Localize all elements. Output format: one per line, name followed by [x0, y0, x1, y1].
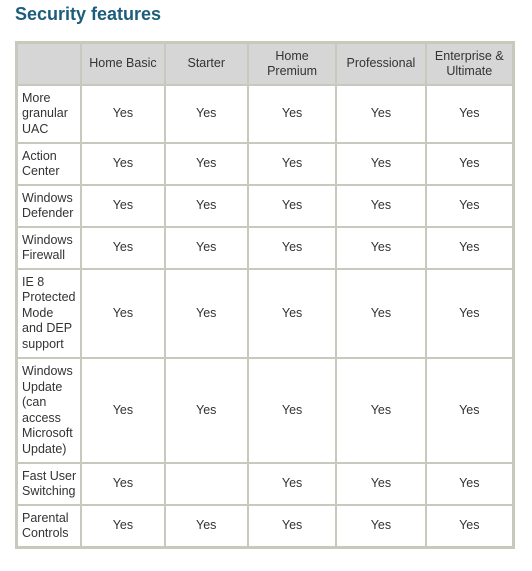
value-cell: Yes — [82, 144, 163, 184]
value-cell: Yes — [427, 186, 512, 226]
table-row — [18, 506, 512, 546]
table-header-row — [18, 44, 512, 84]
value-cell — [166, 464, 247, 504]
value-cell: Yes — [249, 144, 335, 184]
column-header: Starter — [166, 44, 247, 84]
value-cell: Yes — [249, 506, 335, 546]
value-cell: Yes — [249, 464, 335, 504]
value-cell: Yes — [337, 144, 424, 184]
value-cell: Yes — [427, 228, 512, 268]
feature-name-cell: Action Center — [18, 144, 80, 184]
value-cell: Yes — [82, 228, 163, 268]
table-row — [18, 359, 512, 462]
value-cell: Yes — [82, 359, 163, 462]
feature-name-cell: Windows Update (can access Microsoft Update) — [18, 359, 80, 462]
value-cell: Yes — [82, 464, 163, 504]
value-cell: Yes — [337, 506, 424, 546]
page-title: Security features — [15, 4, 162, 24]
feature-name-cell: Fast User Switching — [18, 464, 80, 504]
column-header: Professional — [337, 44, 424, 84]
feature-name-cell: Windows Defender — [18, 186, 80, 226]
value-cell: Yes — [337, 270, 424, 357]
value-cell: Yes — [82, 186, 163, 226]
value-cell: Yes — [337, 86, 424, 142]
value-cell: Yes — [82, 270, 163, 357]
value-cell: Yes — [337, 464, 424, 504]
value-cell: Yes — [166, 86, 247, 142]
features-table-frame — [15, 41, 515, 549]
security-features-table — [16, 42, 514, 548]
table-row — [18, 464, 512, 504]
table-row — [18, 270, 512, 357]
value-cell: Yes — [166, 228, 247, 268]
table-row — [18, 228, 512, 268]
value-cell: Yes — [82, 506, 163, 546]
value-cell: Yes — [427, 359, 512, 462]
value-cell: Yes — [249, 186, 335, 226]
value-cell: Yes — [249, 270, 335, 357]
feature-name-cell: Windows Firewall — [18, 228, 80, 268]
value-cell: Yes — [166, 144, 247, 184]
value-cell: Yes — [337, 228, 424, 268]
value-cell: Yes — [337, 359, 424, 462]
value-cell: Yes — [82, 86, 163, 142]
value-cell: Yes — [427, 270, 512, 357]
value-cell: Yes — [166, 186, 247, 226]
table-row — [18, 144, 512, 184]
value-cell: Yes — [166, 270, 247, 357]
value-cell: Yes — [427, 506, 512, 546]
value-cell: Yes — [166, 359, 247, 462]
value-cell: Yes — [249, 359, 335, 462]
table-row — [18, 186, 512, 226]
feature-name-cell: IE 8 Protected Mode and DEP support — [18, 270, 80, 357]
value-cell: Yes — [427, 144, 512, 184]
column-header: Enterprise & Ultimate — [427, 44, 512, 84]
value-cell: Yes — [249, 228, 335, 268]
column-header: Home Premium — [249, 44, 335, 84]
column-header: Home Basic — [82, 44, 163, 84]
value-cell: Yes — [166, 506, 247, 546]
value-cell: Yes — [337, 186, 424, 226]
feature-name-cell: More granular UAC — [18, 86, 80, 142]
value-cell: Yes — [427, 464, 512, 504]
feature-name-cell: Parental Controls — [18, 506, 80, 546]
value-cell: Yes — [249, 86, 335, 142]
header-corner-cell — [18, 44, 80, 84]
table-row — [18, 86, 512, 142]
value-cell: Yes — [427, 86, 512, 142]
